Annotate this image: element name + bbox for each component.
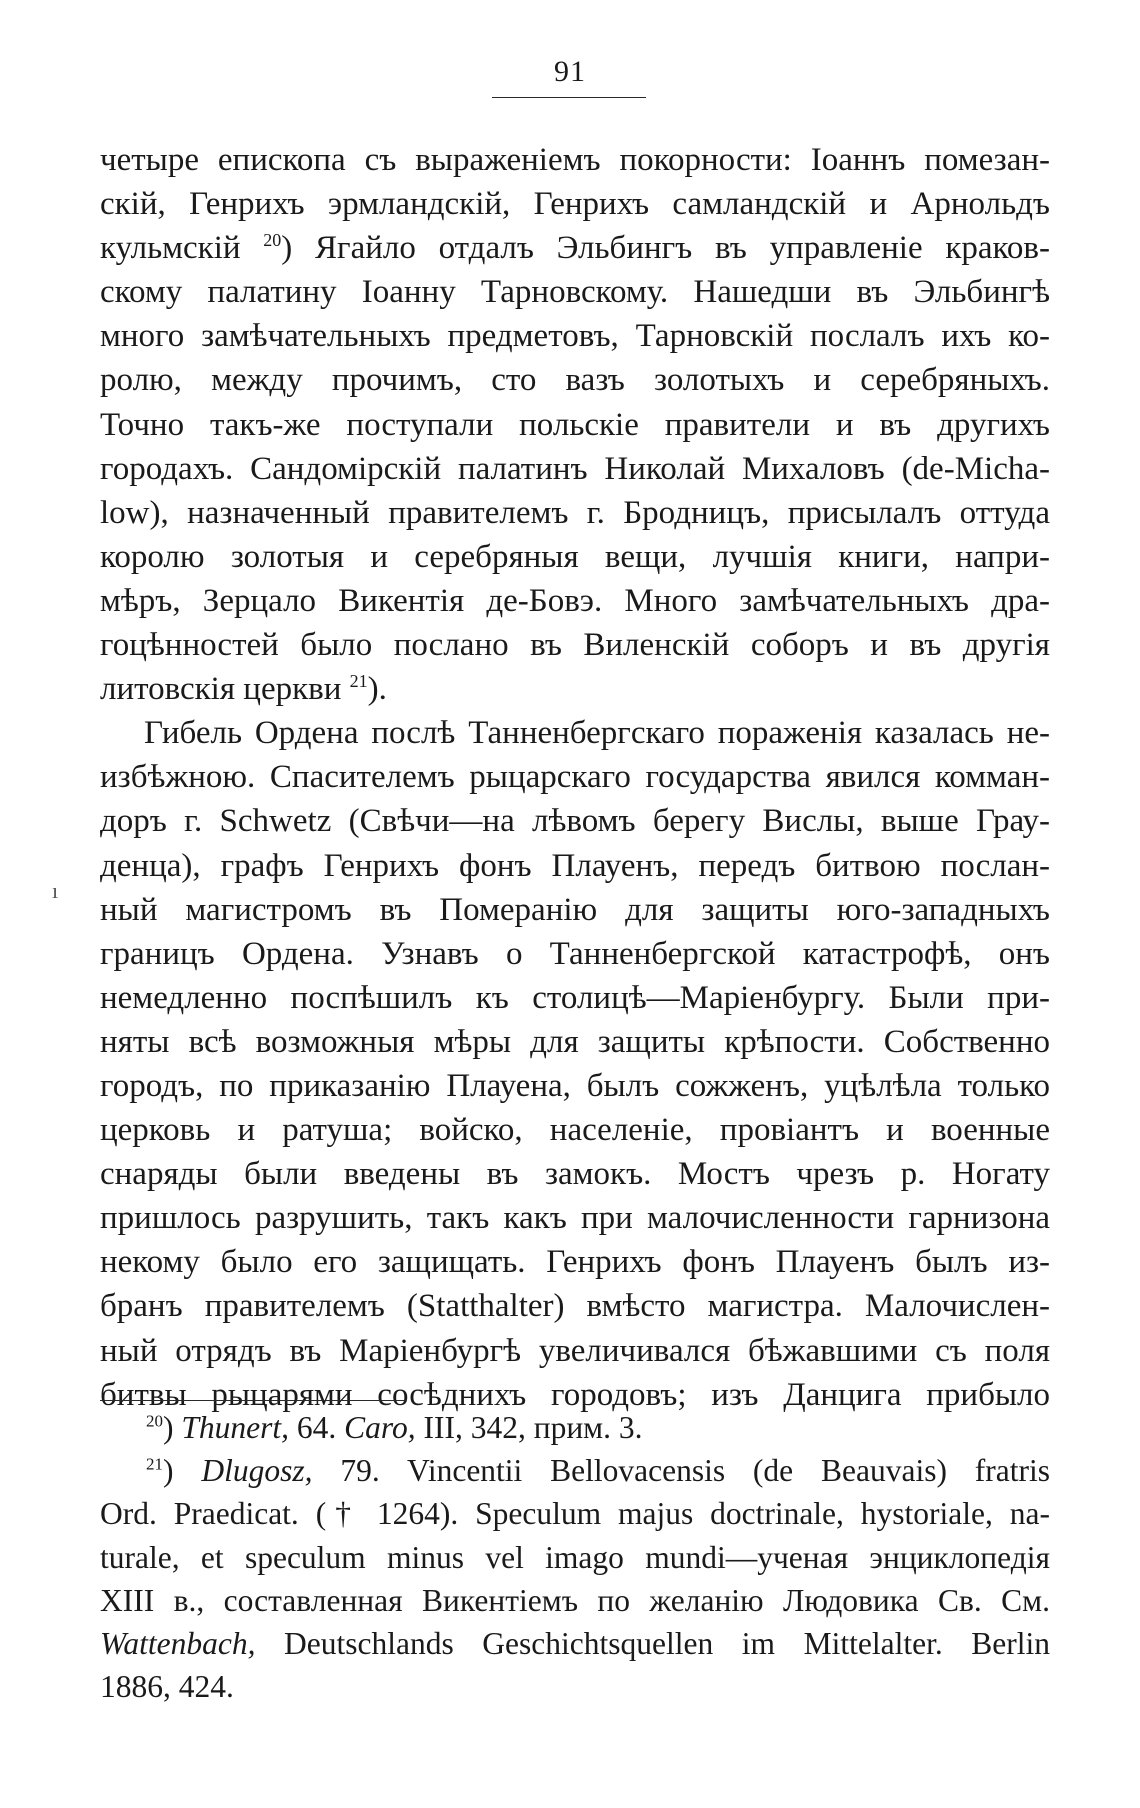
text-line: много замѣчательныхъ предметовъ, Тарновскій послалъ ихъ ко- (100, 318, 1050, 355)
footnote-author: Wattenbach, (100, 1625, 256, 1661)
text-line: денца), графъ Генрихъ фонъ Плауенъ, передъ битвою послан- (100, 847, 1050, 884)
footnote-21 (100, 1449, 1050, 1492)
footnote-line: XIII в., составленная Викентіемъ по желанію Людовика Св. См. (100, 1582, 1050, 1618)
footnote-ref-20: 20 (263, 230, 282, 251)
footnote-ref-21: 21 (349, 671, 368, 692)
text-line: границъ Ордена. Узнавъ о Танненбергской катастрофѣ, онъ (100, 935, 1050, 972)
text-line: ный магистромъ въ Померанію для защиты юго-западныхъ (100, 891, 1050, 928)
footnote-mark: 20 (146, 1411, 163, 1431)
footnote-text: Deutschlands Geschichtsquellen im Mittelalter. Berlin (255, 1625, 1050, 1661)
footnote-line (100, 1622, 1050, 1665)
footnote-author: Caro, (344, 1410, 416, 1445)
text-line: гоцѣнностей было послано въ Виленскій соборъ и въ другія (100, 627, 1050, 664)
text-line: снаряды были введены въ замокъ. Мостъ чрезъ р. Ногату (100, 1156, 1050, 1193)
text-segment: кульмскій (100, 230, 264, 267)
footnote-author: Dlugosz, (201, 1453, 313, 1489)
text-line: некому было его защищать. Генрихъ фонъ Плауенъ былъ из- (100, 1244, 1050, 1281)
footnote-rule (100, 1400, 406, 1401)
text-line: немедленно поспѣшилъ къ столицѣ—Маріенбургу. Были при- (100, 979, 1050, 1016)
text-line: пришлось разрушить, такъ какъ при малочисленности гарнизона (100, 1200, 1050, 1237)
page-number: 91 (554, 55, 586, 88)
footnotes (100, 1406, 1050, 1708)
text-line: доръ г. Schwetz (Свѣчи—на лѣвомъ берегу Вислы, выше Грау- (100, 803, 1050, 840)
text-line (100, 667, 1050, 711)
text-line (100, 226, 1050, 270)
text-line: избѣжною. Спасителемъ рыцарскаго государства явился комман- (100, 759, 1050, 796)
text-line: городъ, по приказанію Плауена, былъ сожженъ, уцѣлѣла только (100, 1067, 1050, 1104)
text-line: Гибель Ордена послѣ Танненбергскаго пораженія казалась не- (144, 715, 1050, 752)
main-text (100, 138, 1050, 1417)
text-line: Точно такъ-же поступали польскіе правители и въ другихъ (100, 406, 1050, 443)
text-line: low), назначенный правителемъ г. Бродницъ, присылалъ оттуда (100, 494, 1050, 531)
text-segment: ). (367, 671, 387, 708)
text-segment: ) Ягайло отдалъ Эльбингъ въ управленіе краков- (281, 230, 1050, 267)
text-line: мѣръ, Зерцало Викентія де-Бовэ. Много замѣчательныхъ дра- (100, 582, 1050, 619)
footnote-line: Ord. Praedicat. († 1264). Speculum majus doctrinale, hystoriale, na- (100, 1496, 1050, 1532)
page-number-rule (492, 97, 646, 98)
text-line: ролю, между прочимъ, сто вазъ золотыхъ и серебряныхъ. (100, 362, 1050, 399)
text-line: няты всѣ возможныя мѣры для защиты крѣпости. Собственно (100, 1023, 1050, 1060)
footnote-text: 79. Vincentii Bellovacensis (de Beauvais) fratris (312, 1453, 1050, 1489)
text-line: четыре епископа съ выраженіемъ покорности: Іоаннъ помезан- (100, 142, 1050, 178)
text-line: скому палатину Іоанну Тарновскому. Нашедши въ Эльбингѣ (100, 274, 1050, 311)
text-line: бранъ правителемъ (Statthalter) вмѣсто магистра. Малочислен- (100, 1288, 1050, 1325)
footnote-mark: 21 (146, 1454, 163, 1474)
footnote-text: ) (163, 1453, 174, 1489)
footnote-author: Thunert, (181, 1410, 290, 1445)
footnote-text: ) (163, 1410, 174, 1445)
stray-margin-mark: ı (52, 878, 59, 903)
footnote-line: 1886, 424. (100, 1669, 234, 1705)
text-line: ный отрядъ въ Маріенбургѣ увеличивался бѣжавшими съ поля (100, 1332, 1050, 1369)
text-segment: литовскія церкви (100, 671, 350, 708)
footnote-text: 64. (289, 1410, 345, 1445)
text-line: битвы рыцарями сосѣднихъ городовъ; изъ Данцига прибыло (100, 1376, 1050, 1413)
text-line: скій, Генрихъ эрмландскій, Генрихъ самландскій и Арнольдъ (100, 186, 1050, 223)
footnote-line: turale, et speculum minus vel imago mundi—ученая энциклопедія (100, 1539, 1050, 1575)
text-line: королю золотыя и серебряныя вещи, лучшія книги, напри- (100, 538, 1050, 575)
text-line: церковь и ратуша; войско, населеніе, провіантъ и военные (100, 1112, 1050, 1149)
text-line: городахъ. Сандомірскій палатинъ Николай Михаловъ (de-Micha- (100, 450, 1050, 487)
footnote-20 (100, 1406, 1050, 1449)
footnote-text: III, 342, прим. 3. (415, 1410, 643, 1445)
